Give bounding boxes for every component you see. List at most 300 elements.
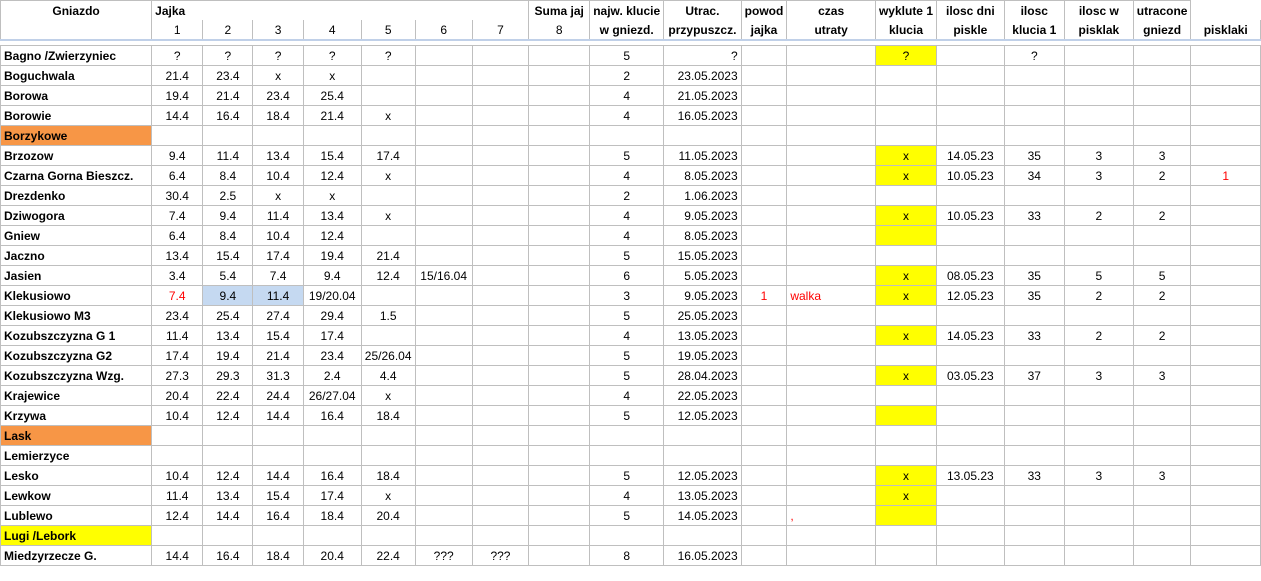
egg-cell[interactable] bbox=[303, 446, 361, 466]
egg-cell[interactable] bbox=[415, 466, 472, 486]
egg-cell[interactable] bbox=[472, 386, 528, 406]
dni-cell[interactable] bbox=[1004, 226, 1064, 246]
najw-cell[interactable]: 16.05.2023 bbox=[664, 106, 742, 126]
najw-cell[interactable] bbox=[664, 526, 742, 546]
wgniezd-cell[interactable] bbox=[1133, 386, 1191, 406]
egg-cell[interactable]: 15.4 bbox=[253, 326, 303, 346]
utracone-cell[interactable] bbox=[1191, 306, 1261, 326]
egg-cell[interactable]: 18.4 bbox=[361, 406, 415, 426]
egg-cell[interactable]: 25/26.04 bbox=[361, 346, 415, 366]
egg-cell[interactable] bbox=[529, 226, 590, 246]
egg-cell[interactable]: 23.4 bbox=[152, 306, 203, 326]
dni-cell[interactable]: 37 bbox=[1004, 366, 1064, 386]
egg-cell[interactable] bbox=[529, 506, 590, 526]
dni-cell[interactable] bbox=[1004, 506, 1064, 526]
egg-cell[interactable] bbox=[472, 526, 528, 546]
czas-cell[interactable] bbox=[875, 186, 936, 206]
wyklute-cell[interactable] bbox=[937, 486, 1005, 506]
egg-cell[interactable] bbox=[472, 106, 528, 126]
nest-name-cell[interactable]: Jasien bbox=[1, 266, 152, 286]
utracone-cell[interactable] bbox=[1191, 246, 1261, 266]
dni-cell[interactable]: 35 bbox=[1004, 146, 1064, 166]
pisklak-cell[interactable] bbox=[1064, 426, 1133, 446]
egg-cell[interactable]: 16.4 bbox=[253, 506, 303, 526]
wgniezd-cell[interactable]: 2 bbox=[1133, 326, 1191, 346]
egg-cell[interactable] bbox=[361, 86, 415, 106]
egg-cell[interactable] bbox=[472, 246, 528, 266]
suma-cell[interactable]: 4 bbox=[590, 166, 664, 186]
egg-cell[interactable] bbox=[361, 226, 415, 246]
egg-cell[interactable]: 17.4 bbox=[253, 246, 303, 266]
utrac-cell[interactable] bbox=[741, 306, 787, 326]
najw-cell[interactable]: 9.05.2023 bbox=[664, 206, 742, 226]
egg-cell[interactable] bbox=[529, 106, 590, 126]
powod-cell[interactable] bbox=[787, 166, 876, 186]
wyklute-cell[interactable] bbox=[937, 126, 1005, 146]
egg-cell[interactable]: 19.4 bbox=[152, 86, 203, 106]
czas-cell[interactable] bbox=[875, 346, 936, 366]
dni-cell[interactable]: 35 bbox=[1004, 286, 1064, 306]
egg-cell[interactable] bbox=[415, 486, 472, 506]
egg-cell[interactable]: 13.4 bbox=[253, 146, 303, 166]
dni-cell[interactable]: 35 bbox=[1004, 266, 1064, 286]
nest-name-cell[interactable]: Lugi /Lebork bbox=[1, 526, 152, 546]
powod-cell[interactable] bbox=[787, 466, 876, 486]
utrac-cell[interactable] bbox=[741, 466, 787, 486]
egg-cell[interactable]: 23.4 bbox=[253, 86, 303, 106]
egg-cell[interactable]: 17.4 bbox=[303, 486, 361, 506]
utracone-cell[interactable] bbox=[1191, 106, 1261, 126]
egg-cell[interactable] bbox=[472, 446, 528, 466]
dni-cell[interactable]: 33 bbox=[1004, 466, 1064, 486]
egg-cell[interactable]: 27.3 bbox=[152, 366, 203, 386]
wgniezd-cell[interactable] bbox=[1133, 446, 1191, 466]
nest-name-cell[interactable]: Kozubszczyzna G2 bbox=[1, 346, 152, 366]
egg-cell[interactable] bbox=[472, 186, 528, 206]
egg-cell[interactable]: 16.4 bbox=[303, 406, 361, 426]
najw-cell[interactable]: 13.05.2023 bbox=[664, 486, 742, 506]
pisklak-cell[interactable] bbox=[1064, 506, 1133, 526]
wgniezd-cell[interactable] bbox=[1133, 226, 1191, 246]
egg-cell[interactable] bbox=[472, 466, 528, 486]
egg-cell[interactable] bbox=[472, 366, 528, 386]
utrac-cell[interactable] bbox=[741, 386, 787, 406]
wgniezd-cell[interactable] bbox=[1133, 126, 1191, 146]
egg-cell[interactable] bbox=[529, 146, 590, 166]
powod-cell[interactable] bbox=[787, 106, 876, 126]
egg-cell[interactable] bbox=[529, 246, 590, 266]
najw-cell[interactable]: 12.05.2023 bbox=[664, 466, 742, 486]
wgniezd-cell[interactable]: 3 bbox=[1133, 366, 1191, 386]
pisklak-cell[interactable] bbox=[1064, 406, 1133, 426]
egg-cell[interactable]: 11.4 bbox=[203, 146, 253, 166]
egg-cell[interactable]: 20.4 bbox=[361, 506, 415, 526]
egg-cell[interactable] bbox=[415, 226, 472, 246]
pisklak-cell[interactable]: 3 bbox=[1064, 146, 1133, 166]
najw-cell[interactable]: 8.05.2023 bbox=[664, 226, 742, 246]
pisklak-cell[interactable] bbox=[1064, 486, 1133, 506]
najw-cell[interactable]: 14.05.2023 bbox=[664, 506, 742, 526]
powod-cell[interactable] bbox=[787, 546, 876, 566]
utrac-cell[interactable] bbox=[741, 226, 787, 246]
egg-cell[interactable]: 9.4 bbox=[303, 266, 361, 286]
egg-cell[interactable]: 18.4 bbox=[253, 546, 303, 566]
wgniezd-cell[interactable] bbox=[1133, 406, 1191, 426]
egg-cell[interactable]: 18.4 bbox=[303, 506, 361, 526]
najw-cell[interactable] bbox=[664, 126, 742, 146]
egg-cell[interactable] bbox=[472, 166, 528, 186]
suma-cell[interactable]: 5 bbox=[590, 306, 664, 326]
egg-cell[interactable] bbox=[415, 126, 472, 146]
egg-cell[interactable]: x bbox=[253, 186, 303, 206]
wgniezd-cell[interactable] bbox=[1133, 186, 1191, 206]
dni-cell[interactable] bbox=[1004, 246, 1064, 266]
utrac-cell[interactable] bbox=[741, 426, 787, 446]
powod-cell[interactable] bbox=[787, 126, 876, 146]
egg-cell[interactable] bbox=[253, 426, 303, 446]
nest-name-cell[interactable]: Kozubszczyzna G 1 bbox=[1, 326, 152, 346]
utrac-cell[interactable] bbox=[741, 106, 787, 126]
egg-cell[interactable]: 14.4 bbox=[253, 466, 303, 486]
egg-cell[interactable] bbox=[472, 426, 528, 446]
egg-cell[interactable]: 8.4 bbox=[203, 166, 253, 186]
egg-cell[interactable] bbox=[529, 266, 590, 286]
egg-cell[interactable] bbox=[415, 86, 472, 106]
egg-cell[interactable] bbox=[529, 186, 590, 206]
egg-cell[interactable]: ??? bbox=[415, 546, 472, 566]
suma-cell[interactable]: 5 bbox=[590, 466, 664, 486]
pisklak-cell[interactable] bbox=[1064, 66, 1133, 86]
utrac-cell[interactable] bbox=[741, 506, 787, 526]
powod-cell[interactable]: , bbox=[787, 506, 876, 526]
pisklak-cell[interactable] bbox=[1064, 386, 1133, 406]
suma-cell[interactable] bbox=[590, 526, 664, 546]
egg-cell[interactable] bbox=[472, 66, 528, 86]
egg-cell[interactable] bbox=[529, 66, 590, 86]
utracone-cell[interactable] bbox=[1191, 226, 1261, 246]
wgniezd-cell[interactable]: 3 bbox=[1133, 466, 1191, 486]
egg-cell[interactable] bbox=[529, 366, 590, 386]
wyklute-cell[interactable] bbox=[937, 446, 1005, 466]
egg-cell[interactable]: 21.4 bbox=[253, 346, 303, 366]
suma-cell[interactable] bbox=[590, 126, 664, 146]
egg-cell[interactable]: 23.4 bbox=[203, 66, 253, 86]
wyklute-cell[interactable]: 12.05.23 bbox=[937, 286, 1005, 306]
egg-cell[interactable] bbox=[253, 446, 303, 466]
egg-cell[interactable] bbox=[415, 186, 472, 206]
egg-cell[interactable] bbox=[415, 426, 472, 446]
wyklute-cell[interactable]: 14.05.23 bbox=[937, 146, 1005, 166]
wgniezd-cell[interactable] bbox=[1133, 506, 1191, 526]
czas-cell[interactable] bbox=[875, 106, 936, 126]
egg-cell[interactable] bbox=[361, 126, 415, 146]
egg-cell[interactable]: 10.4 bbox=[152, 466, 203, 486]
egg-cell[interactable]: x bbox=[361, 486, 415, 506]
nest-name-cell[interactable]: Boguchwala bbox=[1, 66, 152, 86]
egg-cell[interactable] bbox=[472, 266, 528, 286]
suma-cell[interactable]: 5 bbox=[590, 366, 664, 386]
dni-cell[interactable] bbox=[1004, 446, 1064, 466]
najw-cell[interactable] bbox=[664, 446, 742, 466]
wgniezd-cell[interactable] bbox=[1133, 66, 1191, 86]
dni-cell[interactable]: 33 bbox=[1004, 326, 1064, 346]
egg-cell[interactable]: 11.4 bbox=[152, 486, 203, 506]
nest-name-cell[interactable]: Brzozow bbox=[1, 146, 152, 166]
wyklute-cell[interactable]: 08.05.23 bbox=[937, 266, 1005, 286]
powod-cell[interactable] bbox=[787, 366, 876, 386]
wyklute-cell[interactable] bbox=[937, 66, 1005, 86]
egg-cell[interactable] bbox=[415, 406, 472, 426]
dni-cell[interactable]: 33 bbox=[1004, 206, 1064, 226]
egg-cell[interactable]: 12.4 bbox=[361, 266, 415, 286]
czas-cell[interactable] bbox=[875, 386, 936, 406]
utrac-cell[interactable] bbox=[741, 366, 787, 386]
wyklute-cell[interactable]: 13.05.23 bbox=[937, 466, 1005, 486]
egg-cell[interactable]: 14.4 bbox=[152, 546, 203, 566]
pisklak-cell[interactable] bbox=[1064, 346, 1133, 366]
suma-cell[interactable]: 2 bbox=[590, 186, 664, 206]
czas-cell[interactable]: x bbox=[875, 486, 936, 506]
nest-name-cell[interactable]: Borowa bbox=[1, 86, 152, 106]
dni-cell[interactable] bbox=[1004, 106, 1064, 126]
egg-cell[interactable]: 27.4 bbox=[253, 306, 303, 326]
pisklak-cell[interactable]: 3 bbox=[1064, 466, 1133, 486]
egg-cell[interactable]: ? bbox=[152, 46, 203, 66]
pisklak-cell[interactable] bbox=[1064, 46, 1133, 66]
nest-name-cell[interactable]: Miedzyrzecze G. bbox=[1, 546, 152, 566]
egg-cell[interactable]: ??? bbox=[472, 546, 528, 566]
powod-cell[interactable]: walka bbox=[787, 286, 876, 306]
pisklak-cell[interactable]: 2 bbox=[1064, 206, 1133, 226]
egg-cell[interactable]: 13.4 bbox=[203, 326, 253, 346]
egg-cell[interactable]: 11.4 bbox=[253, 206, 303, 226]
utracone-cell[interactable] bbox=[1191, 266, 1261, 286]
egg-cell[interactable]: 12.4 bbox=[152, 506, 203, 526]
egg-cell[interactable] bbox=[203, 126, 253, 146]
utrac-cell[interactable] bbox=[741, 406, 787, 426]
czas-cell[interactable]: x bbox=[875, 206, 936, 226]
egg-cell[interactable]: 23.4 bbox=[303, 346, 361, 366]
egg-cell[interactable] bbox=[415, 446, 472, 466]
egg-cell[interactable]: 13.4 bbox=[303, 206, 361, 226]
czas-cell[interactable] bbox=[875, 126, 936, 146]
egg-cell[interactable]: 15.4 bbox=[253, 486, 303, 506]
egg-cell[interactable]: 12.4 bbox=[303, 166, 361, 186]
powod-cell[interactable] bbox=[787, 206, 876, 226]
egg-cell[interactable]: 8.4 bbox=[203, 226, 253, 246]
powod-cell[interactable] bbox=[787, 266, 876, 286]
powod-cell[interactable] bbox=[787, 526, 876, 546]
egg-cell[interactable] bbox=[361, 446, 415, 466]
utracone-cell[interactable] bbox=[1191, 86, 1261, 106]
egg-cell[interactable]: 19.4 bbox=[303, 246, 361, 266]
nest-name-cell[interactable]: Lublewo bbox=[1, 506, 152, 526]
czas-cell[interactable] bbox=[875, 246, 936, 266]
egg-cell[interactable]: 1.5 bbox=[361, 306, 415, 326]
pisklak-cell[interactable] bbox=[1064, 86, 1133, 106]
nest-name-cell[interactable]: Krzywa bbox=[1, 406, 152, 426]
nest-name-cell[interactable]: Czarna Gorna Bieszcz. bbox=[1, 166, 152, 186]
powod-cell[interactable] bbox=[787, 66, 876, 86]
egg-cell[interactable]: 26/27.04 bbox=[303, 386, 361, 406]
egg-cell[interactable] bbox=[529, 386, 590, 406]
utracone-cell[interactable] bbox=[1191, 486, 1261, 506]
egg-cell[interactable]: 2.5 bbox=[203, 186, 253, 206]
egg-cell[interactable]: ? bbox=[253, 46, 303, 66]
egg-cell[interactable] bbox=[472, 486, 528, 506]
egg-cell[interactable]: 6.4 bbox=[152, 226, 203, 246]
egg-cell[interactable]: 25.4 bbox=[203, 306, 253, 326]
utrac-cell[interactable] bbox=[741, 146, 787, 166]
wyklute-cell[interactable] bbox=[937, 386, 1005, 406]
egg-cell[interactable] bbox=[415, 46, 472, 66]
egg-cell[interactable] bbox=[529, 426, 590, 446]
wgniezd-cell[interactable] bbox=[1133, 86, 1191, 106]
egg-cell[interactable]: 10.4 bbox=[253, 166, 303, 186]
czas-cell[interactable]: x bbox=[875, 166, 936, 186]
dni-cell[interactable] bbox=[1004, 406, 1064, 426]
dni-cell[interactable] bbox=[1004, 386, 1064, 406]
egg-cell[interactable] bbox=[529, 206, 590, 226]
egg-cell[interactable] bbox=[472, 226, 528, 246]
egg-cell[interactable] bbox=[152, 426, 203, 446]
wyklute-cell[interactable] bbox=[937, 186, 1005, 206]
utrac-cell[interactable] bbox=[741, 166, 787, 186]
egg-cell[interactable] bbox=[415, 346, 472, 366]
dni-cell[interactable] bbox=[1004, 526, 1064, 546]
egg-cell[interactable] bbox=[361, 526, 415, 546]
wgniezd-cell[interactable]: 2 bbox=[1133, 166, 1191, 186]
egg-cell[interactable]: 5.4 bbox=[203, 266, 253, 286]
utracone-cell[interactable] bbox=[1191, 186, 1261, 206]
wyklute-cell[interactable] bbox=[937, 526, 1005, 546]
egg-cell[interactable] bbox=[303, 126, 361, 146]
wyklute-cell[interactable] bbox=[937, 106, 1005, 126]
wyklute-cell[interactable] bbox=[937, 546, 1005, 566]
powod-cell[interactable] bbox=[787, 446, 876, 466]
utracone-cell[interactable] bbox=[1191, 366, 1261, 386]
egg-cell[interactable]: 13.4 bbox=[203, 486, 253, 506]
suma-cell[interactable]: 6 bbox=[590, 266, 664, 286]
egg-cell[interactable]: 15/16.04 bbox=[415, 266, 472, 286]
najw-cell[interactable]: 11.05.2023 bbox=[664, 146, 742, 166]
powod-cell[interactable] bbox=[787, 186, 876, 206]
czas-cell[interactable] bbox=[875, 426, 936, 446]
utracone-cell[interactable] bbox=[1191, 466, 1261, 486]
egg-cell[interactable]: 18.4 bbox=[253, 106, 303, 126]
egg-cell[interactable] bbox=[529, 46, 590, 66]
utrac-cell[interactable] bbox=[741, 86, 787, 106]
egg-cell[interactable]: 25.4 bbox=[303, 86, 361, 106]
powod-cell[interactable] bbox=[787, 346, 876, 366]
egg-cell[interactable] bbox=[472, 286, 528, 306]
pisklak-cell[interactable]: 5 bbox=[1064, 266, 1133, 286]
egg-cell[interactable]: ? bbox=[303, 46, 361, 66]
wyklute-cell[interactable]: 10.05.23 bbox=[937, 206, 1005, 226]
egg-cell[interactable] bbox=[529, 486, 590, 506]
nest-name-cell[interactable]: Gniew bbox=[1, 226, 152, 246]
egg-cell[interactable] bbox=[415, 286, 472, 306]
egg-cell[interactable] bbox=[415, 66, 472, 86]
egg-cell[interactable]: 17.4 bbox=[152, 346, 203, 366]
wyklute-cell[interactable] bbox=[937, 506, 1005, 526]
egg-cell[interactable]: 7.4 bbox=[152, 286, 203, 306]
wgniezd-cell[interactable] bbox=[1133, 46, 1191, 66]
utracone-cell[interactable] bbox=[1191, 346, 1261, 366]
egg-cell[interactable]: 21.4 bbox=[361, 246, 415, 266]
najw-cell[interactable]: ? bbox=[664, 46, 742, 66]
suma-cell[interactable]: 4 bbox=[590, 486, 664, 506]
nest-name-cell[interactable]: Bagno /Zwierzyniec bbox=[1, 46, 152, 66]
egg-cell[interactable]: x bbox=[361, 166, 415, 186]
wgniezd-cell[interactable] bbox=[1133, 526, 1191, 546]
utracone-cell[interactable] bbox=[1191, 206, 1261, 226]
wyklute-cell[interactable]: 14.05.23 bbox=[937, 326, 1005, 346]
wyklute-cell[interactable] bbox=[937, 426, 1005, 446]
egg-cell[interactable]: x bbox=[253, 66, 303, 86]
utrac-cell[interactable] bbox=[741, 326, 787, 346]
najw-cell[interactable]: 16.05.2023 bbox=[664, 546, 742, 566]
powod-cell[interactable] bbox=[787, 146, 876, 166]
suma-cell[interactable]: 4 bbox=[590, 326, 664, 346]
nest-name-cell[interactable]: Lesko bbox=[1, 466, 152, 486]
czas-cell[interactable]: x bbox=[875, 466, 936, 486]
wyklute-cell[interactable]: 10.05.23 bbox=[937, 166, 1005, 186]
egg-cell[interactable]: 29.3 bbox=[203, 366, 253, 386]
egg-cell[interactable] bbox=[415, 506, 472, 526]
suma-cell[interactable]: 5 bbox=[590, 346, 664, 366]
najw-cell[interactable]: 5.05.2023 bbox=[664, 266, 742, 286]
wyklute-cell[interactable] bbox=[937, 226, 1005, 246]
egg-cell[interactable] bbox=[529, 346, 590, 366]
czas-cell[interactable] bbox=[875, 86, 936, 106]
dni-cell[interactable] bbox=[1004, 306, 1064, 326]
egg-cell[interactable] bbox=[472, 46, 528, 66]
egg-cell[interactable]: x bbox=[303, 186, 361, 206]
najw-cell[interactable]: 12.05.2023 bbox=[664, 406, 742, 426]
pisklak-cell[interactable]: 2 bbox=[1064, 286, 1133, 306]
egg-cell[interactable] bbox=[415, 306, 472, 326]
utrac-cell[interactable] bbox=[741, 126, 787, 146]
najw-cell[interactable]: 19.05.2023 bbox=[664, 346, 742, 366]
pisklak-cell[interactable] bbox=[1064, 546, 1133, 566]
powod-cell[interactable] bbox=[787, 306, 876, 326]
utracone-cell[interactable] bbox=[1191, 406, 1261, 426]
dni-cell[interactable] bbox=[1004, 66, 1064, 86]
egg-cell[interactable] bbox=[529, 166, 590, 186]
egg-cell[interactable] bbox=[361, 326, 415, 346]
egg-cell[interactable]: 16.4 bbox=[203, 106, 253, 126]
egg-cell[interactable] bbox=[472, 306, 528, 326]
nest-name-cell[interactable]: Dziwogora bbox=[1, 206, 152, 226]
egg-cell[interactable]: 12.4 bbox=[303, 226, 361, 246]
utrac-cell[interactable] bbox=[741, 66, 787, 86]
utrac-cell[interactable] bbox=[741, 486, 787, 506]
najw-cell[interactable]: 25.05.2023 bbox=[664, 306, 742, 326]
utrac-cell[interactable] bbox=[741, 266, 787, 286]
egg-cell[interactable]: 16.4 bbox=[203, 546, 253, 566]
wgniezd-cell[interactable] bbox=[1133, 426, 1191, 446]
utracone-cell[interactable] bbox=[1191, 66, 1261, 86]
nest-name-cell[interactable]: Kozubszczyzna Wzg. bbox=[1, 366, 152, 386]
egg-cell[interactable]: 19.4 bbox=[203, 346, 253, 366]
utracone-cell[interactable] bbox=[1191, 546, 1261, 566]
suma-cell[interactable] bbox=[590, 426, 664, 446]
egg-cell[interactable] bbox=[529, 326, 590, 346]
najw-cell[interactable] bbox=[664, 426, 742, 446]
pisklak-cell[interactable] bbox=[1064, 446, 1133, 466]
utracone-cell[interactable] bbox=[1191, 146, 1261, 166]
